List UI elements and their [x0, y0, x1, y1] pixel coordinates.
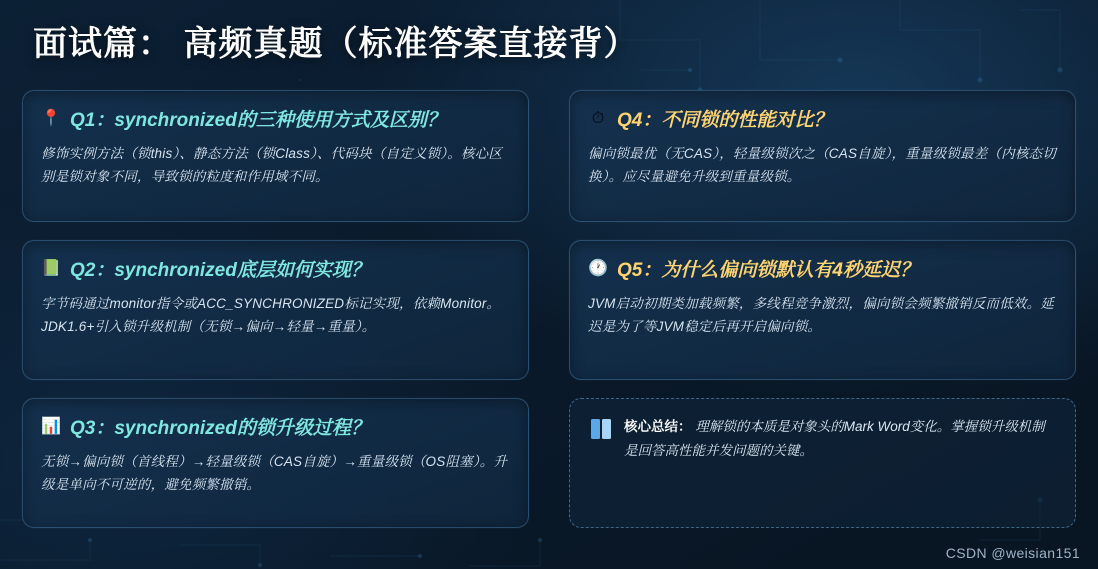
summary-body: 理解锁的本质是对象头的Mark Word变化。掌握锁升级机制是回答高性能并发问题的关键。 [624, 419, 1045, 459]
qa-card-q3-body: 无锁→偏向锁（首线程）→轻量级锁（CAS自旋）→重量级锁（OS阻塞）。升级是单向不可逆的，避免频繁撤销。 [41, 454, 508, 493]
qa-card-q5-body: JVM启动初期类加载频繁，多线程竞争激烈，偏向锁会频繁撤销反而低效。延迟是为了等JVM稳定后再开启偏向锁。 [588, 296, 1054, 335]
qa-card-q5-header [588, 255, 1057, 282]
qa-grid [22, 90, 1076, 528]
qa-card-q3-header [41, 413, 510, 440]
qa-card-q3-title: Q3：synchronized的锁升级过程？ [70, 418, 370, 439]
qa-card-q1[interactable] [22, 90, 529, 222]
book-open-icon [590, 417, 612, 441]
bar-chart-icon: 📊 [41, 417, 61, 435]
summary-card[interactable] [569, 398, 1076, 528]
qa-card-q2-title: Q2：synchronized底层如何实现？ [70, 260, 370, 281]
watermark: CSDN @weisian151 [945, 545, 1080, 561]
qa-card-q1-title: Q1：synchronized的三种使用方式及区别？ [70, 110, 446, 131]
book-icon: 📗 [41, 259, 61, 277]
summary-label: 核心总结： [624, 419, 692, 434]
qa-card-q1-header [41, 105, 510, 132]
qa-card-q3[interactable] [22, 398, 529, 528]
qa-card-q4[interactable] [569, 90, 1076, 222]
qa-card-q5[interactable] [569, 240, 1076, 380]
qa-card-q4-title: Q4：不同锁的性能对比？ [617, 110, 833, 131]
qa-card-q2[interactable] [22, 240, 529, 380]
qa-card-q2-body: 字节码通过monitor指令或ACC_SYNCHRONIZED标记实现，依赖Monitor。JDK1.6+引入锁升级机制（无锁→偏向→轻量→重量）。 [41, 296, 501, 335]
qa-card-q1-body: 修饰实例方法（锁this）、静态方法（锁Class）、代码块（自定义锁）。核心区别是锁对象不同，导致锁的粒度和作用域不同。 [41, 146, 503, 185]
qa-card-q5-title: Q5：为什么偏向锁默认有4秒延迟？ [617, 260, 919, 281]
qa-card-q4-body: 偏向锁最优（无CAS），轻量级锁次之（CAS自旋），重量级锁最差（内核态切换）。应尽量避免升级到重量级锁。 [588, 146, 1056, 185]
gauge-icon: ⏱ [591, 109, 605, 127]
qa-card-q2-header [41, 255, 510, 282]
page-title: 面试篇： 高频真题（标准答案直接背） [33, 25, 639, 63]
qa-card-q4-header [588, 105, 1057, 132]
pin-icon: 📍 [41, 109, 61, 127]
clock-icon: 🕐 [588, 259, 608, 277]
summary-text [624, 415, 1055, 464]
